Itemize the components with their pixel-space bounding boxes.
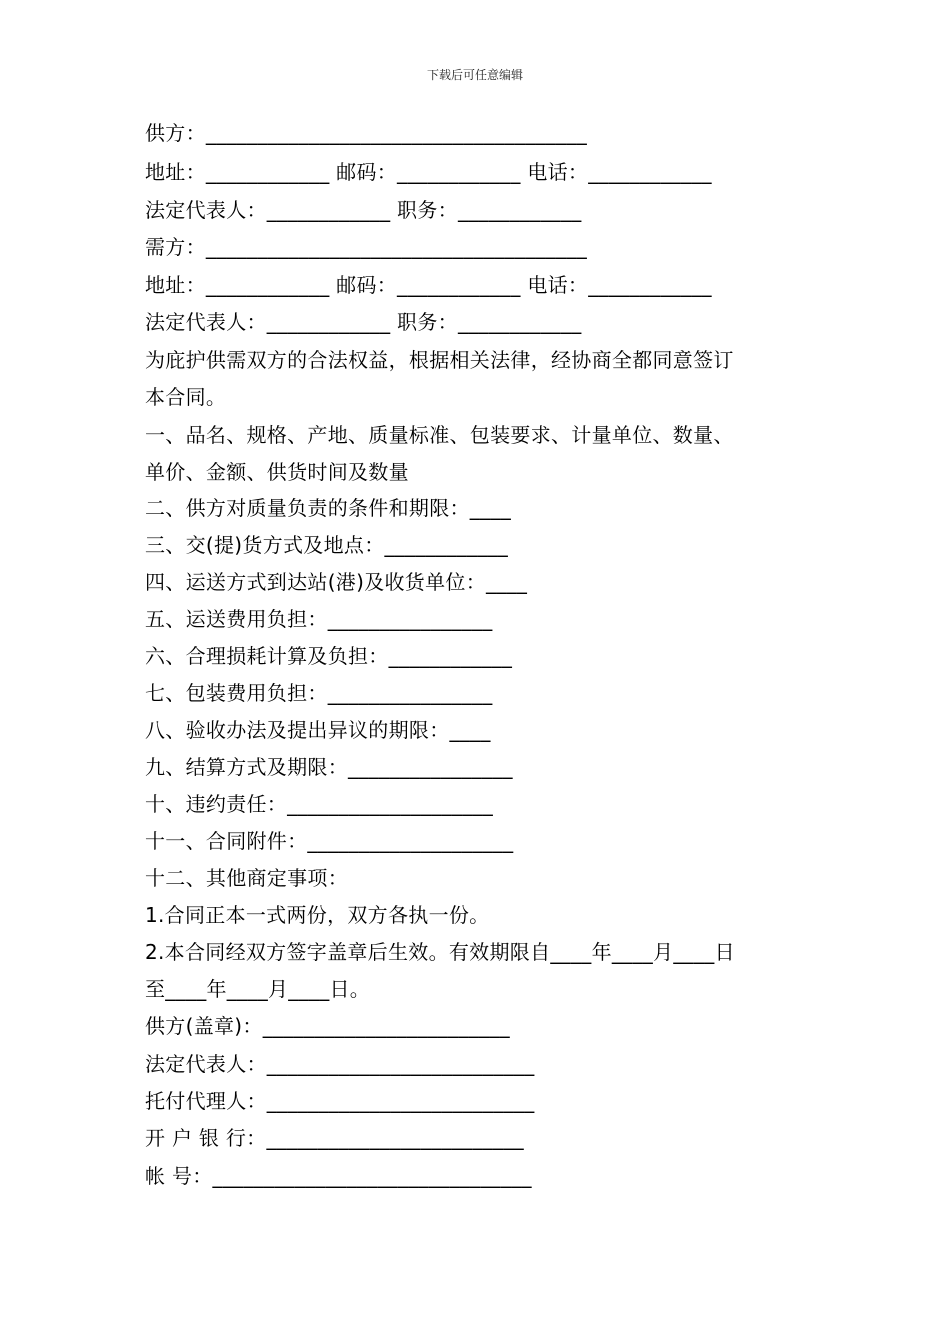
clause-2: 二、供方对质量负责的条件和期限：____ [145,496,511,520]
clause-4: 四、运送方式到达站(港)及收货单位：____ [145,570,528,594]
clause-3: 三、交(提)货方式及地点：____________ [145,533,509,557]
item-1: 1.合同正本一式两份，双方各执一份。 [145,903,490,927]
clause-7: 七、包装费用负担：________________ [145,681,493,705]
supplier-address-line: 地址：____________ 邮码：____________ 电话：____________ [145,160,712,184]
signature-legal-rep: 法定代表人：__________________________ [145,1052,535,1076]
signature-agent: 托付代理人：__________________________ [145,1089,535,1113]
preamble-line-1: 为庇护供需双方的合法权益，根据相关法律，经协商全都同意签订 [145,348,734,372]
clause-11: 十一、合同附件：____________________ [145,829,514,853]
signature-bank: 开 户 银 行：_________________________ [145,1126,524,1150]
clause-12: 十二、其他商定事项： [145,866,348,890]
supplier-legal-rep-line: 法定代表人：____________ 职务：____________ [145,198,582,222]
preamble-line-2: 本合同。 [145,385,227,409]
clause-9: 九、结算方式及期限：________________ [145,755,513,779]
supplier-name-line: 供方：_____________________________________ [145,121,587,145]
signature-account: 帐 号：_______________________________ [145,1164,532,1188]
clause-1-line-1: 一、品名、规格、产地、质量标准、包装要求、计量单位、数量、 [145,423,734,447]
item-2-line-1: 2.本合同经双方签字盖章后生效。有效期限自____年____月____日 [145,940,735,964]
signature-supplier-seal: 供方(盖章)：________________________ [145,1014,510,1038]
clause-6: 六、合理损耗计算及负担：____________ [145,644,513,668]
clause-8: 八、验收办法及提出异议的期限：____ [145,718,491,742]
buyer-address-line: 地址：____________ 邮码：____________ 电话：____________ [145,273,712,297]
item-2-line-2: 至____年____月____日。 [145,977,371,1001]
clause-1-line-2: 单价、金额、供货时间及数量 [145,460,409,484]
page-header: 下载后可任意编辑 [426,68,523,82]
buyer-name-line: 需方：_____________________________________ [145,235,587,259]
buyer-legal-rep-line: 法定代表人：____________ 职务：____________ [145,310,582,334]
clause-5: 五、运送费用负担：________________ [145,607,493,631]
clause-10: 十、违约责任：____________________ [145,792,494,816]
